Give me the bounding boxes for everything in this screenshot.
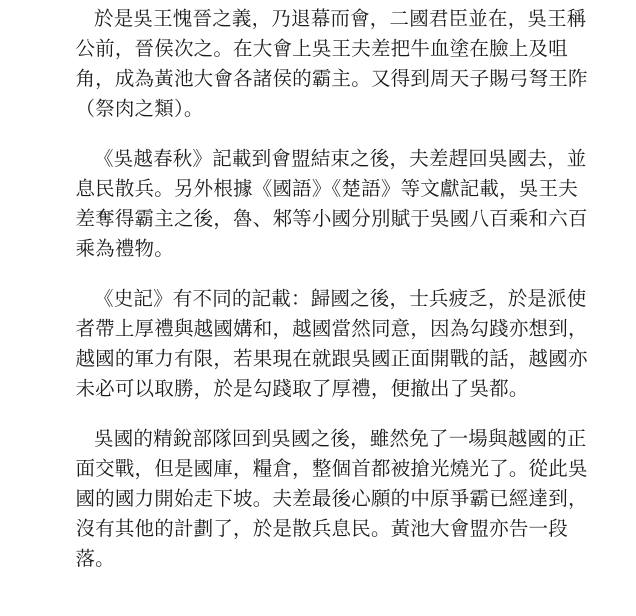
text-line: 《史記》有不同的記載：歸國之後，士兵疲乏，於是派使 (94, 287, 587, 310)
text-line: 公前，晉侯次之。在大會上吳王夫差把牛血塗在臉上及咀 (75, 37, 568, 60)
paragraph-1 (74, 4, 588, 124)
text-line: （祭肉之類）。 (75, 97, 204, 120)
text-line: 吳國的精銳部隊回到吳國之後，雖然免了一場與越國的正 (94, 427, 587, 450)
text-line: 於是吳王愧晉之義，乃退幕而會，二國君臣並在，吳王稱 (94, 7, 587, 30)
text-line: 越國的軍力有限，若果現在就跟吳國正面開戰的話，越國亦 (75, 347, 588, 370)
text-line: 息民散兵。另外根據《國語》《楚語》等文獻記載，吳王夫 (75, 177, 578, 200)
text-line: 面交戰，但是國庫，糧倉，整個首都被搶光燒光了。從此吳 (75, 457, 588, 480)
text-line: 者帶上厚禮與越國媾和，越國當然同意，因為勾踐亦想到， (75, 317, 588, 340)
text-line: 沒有其他的計劃了，於是散兵息民。黃池大會盟亦告一段 (75, 517, 568, 540)
paragraph-4 (74, 424, 588, 574)
text-line: 角，成為黃池大會各諸侯的霸主。又得到周天子賜弓弩王阼 (75, 67, 588, 90)
text-line: 落。 (75, 547, 115, 570)
text-line: 差奪得霸主之後，魯、邾等小國分別賦于吳國八百乘和六百 (75, 207, 588, 230)
paragraph-3 (74, 284, 588, 404)
paragraph-2 (74, 144, 588, 264)
text-line: 《吳越春秋》記載到會盟結束之後，夫差趕回吳國去，並 (94, 147, 587, 170)
text-line: 乘為禮物。 (75, 237, 174, 260)
text-line: 國的國力開始走下坡。夫差最後心願的中原爭霸已經達到， (75, 487, 588, 510)
text-line: 未必可以取勝，於是勾踐取了厚禮，便撤出了吳都。 (75, 377, 529, 400)
